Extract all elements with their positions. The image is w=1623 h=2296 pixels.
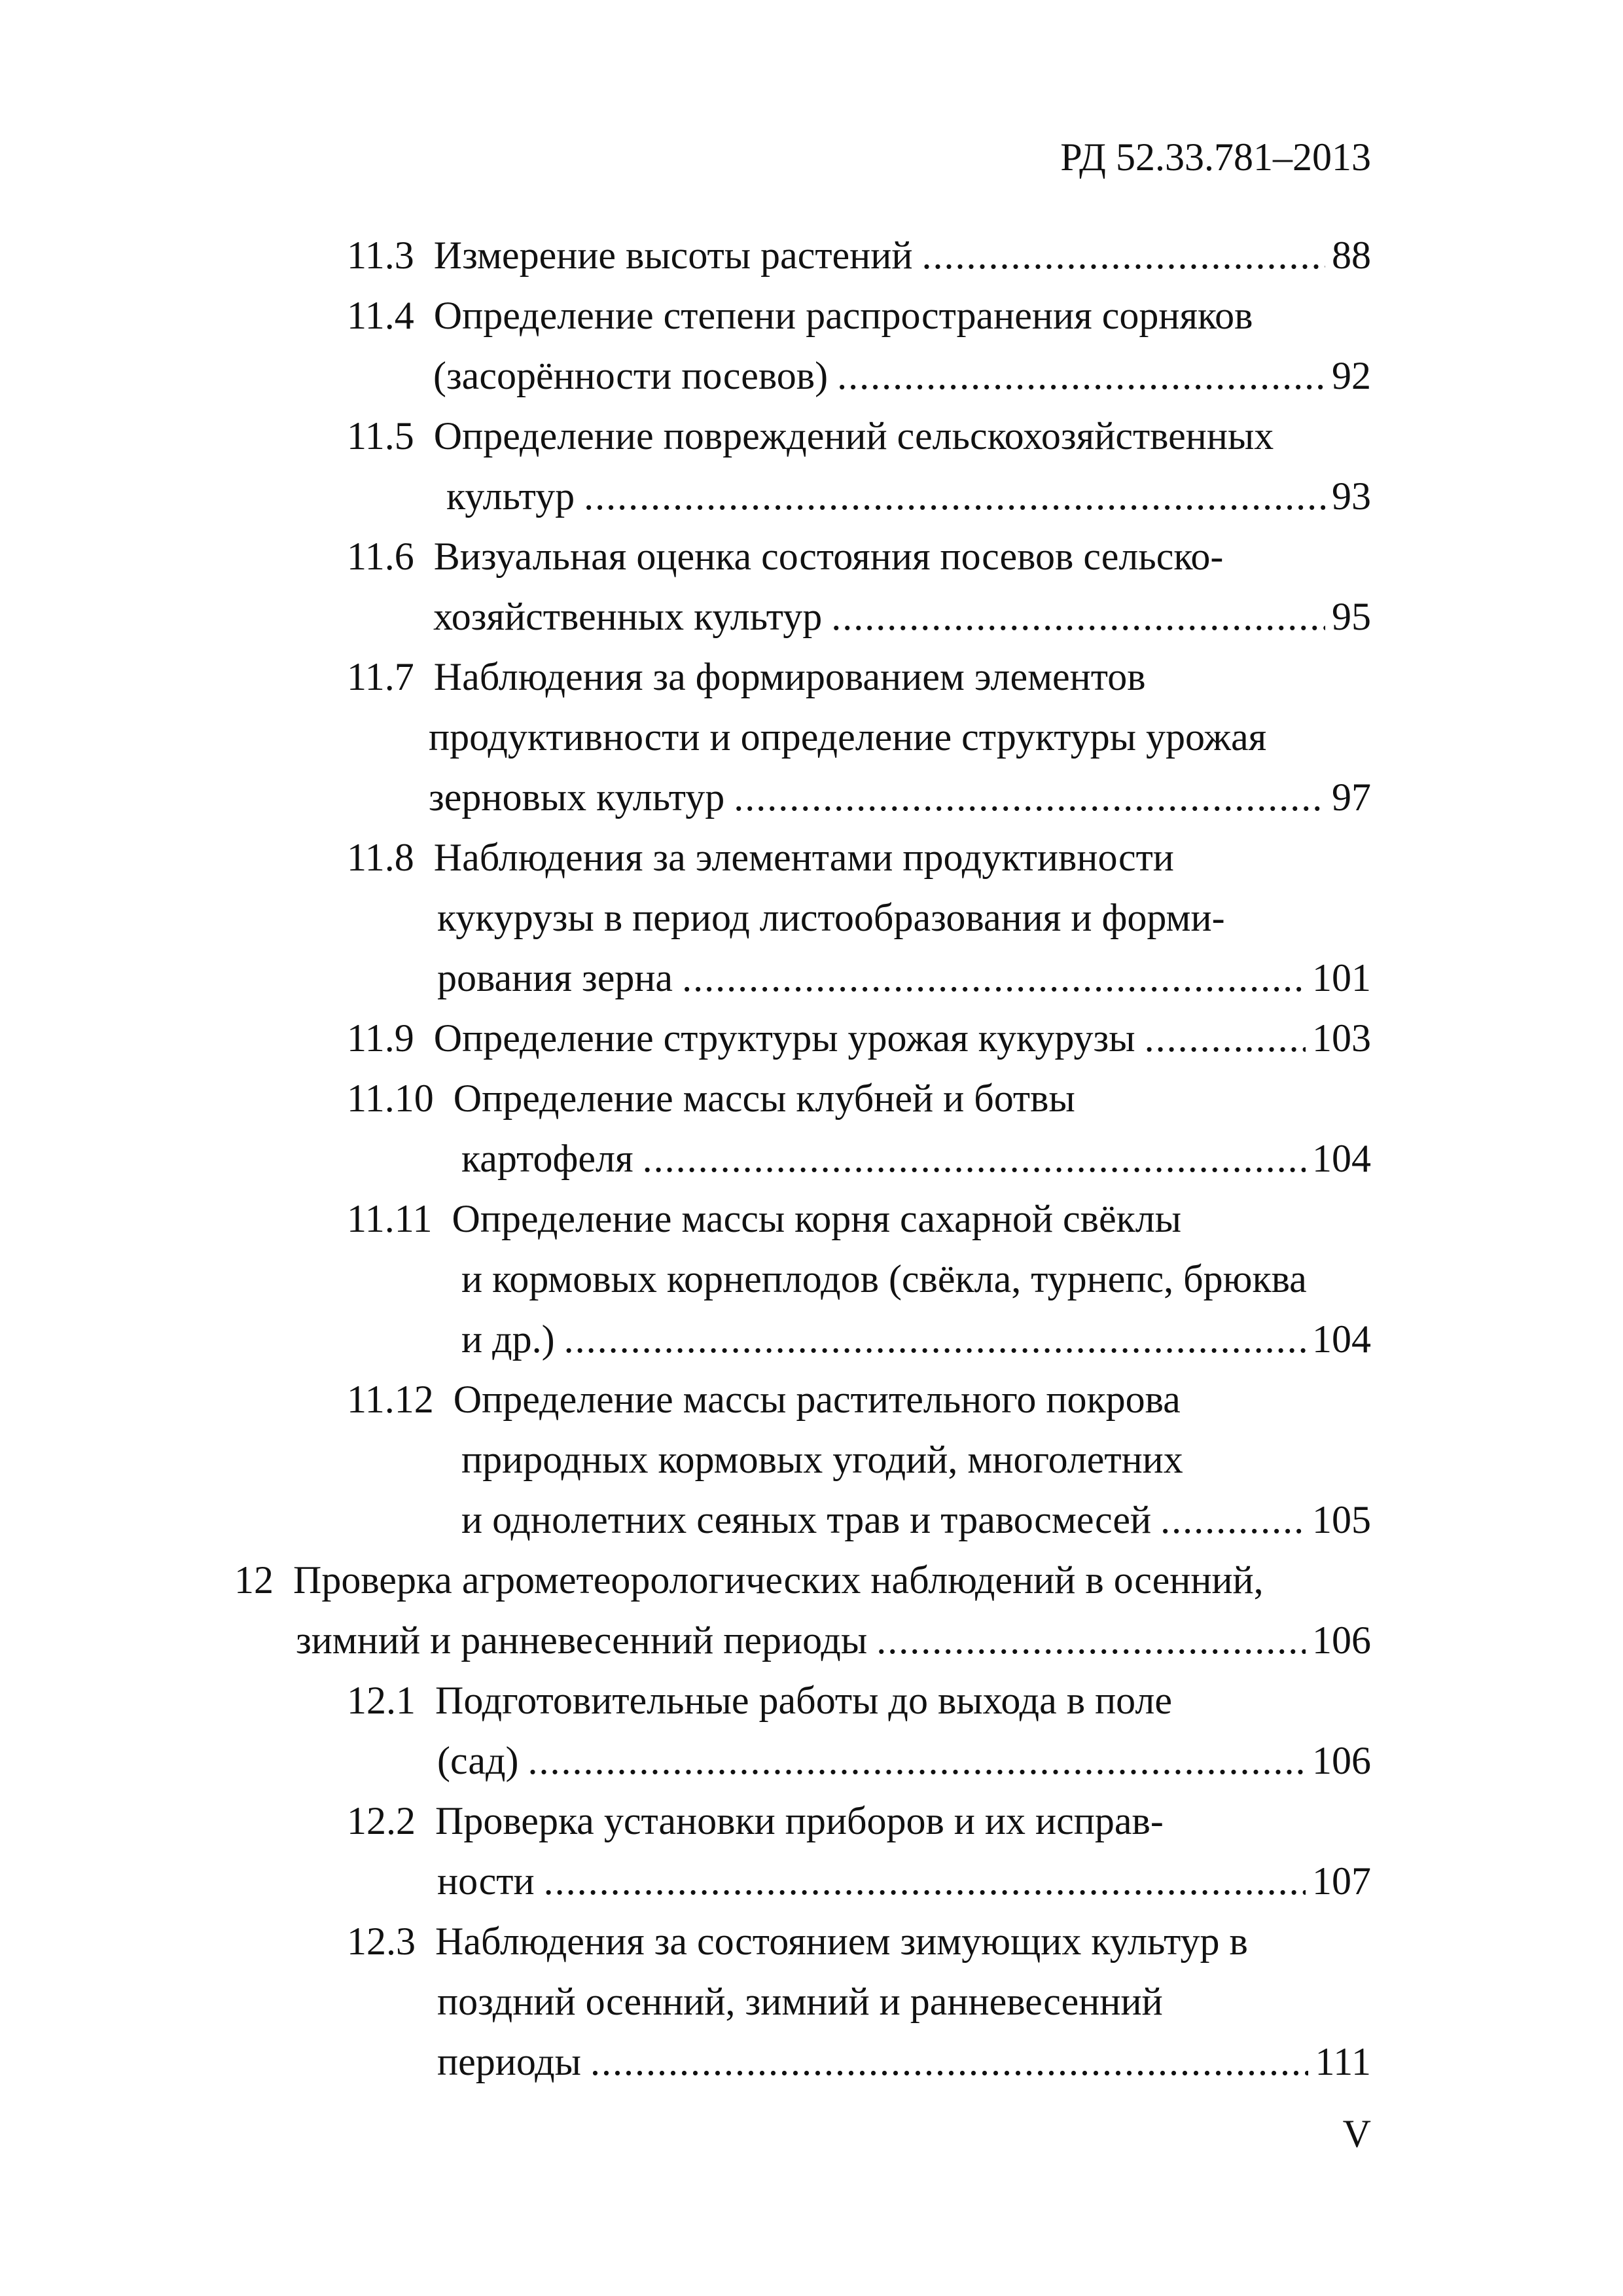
- toc-entry-11-12[interactable]: [347, 1373, 1181, 1426]
- dot-leader: [527, 1734, 1306, 1787]
- toc-entry-number: 11.9: [347, 1016, 414, 1060]
- toc-entry-12-3-line-2: [437, 1975, 1163, 2028]
- toc-entry-number: 11.10: [347, 1077, 434, 1120]
- dot-leader: [1160, 1494, 1306, 1546]
- toc-entry-11-5[interactable]: [347, 410, 1274, 462]
- toc-page-number: 107: [1312, 1859, 1371, 1903]
- toc-entry-number: 12: [234, 1558, 274, 1602]
- toc-page-number: 111: [1315, 2040, 1371, 2083]
- toc-entry-title: зимний и ранневесенний периоды: [296, 1619, 868, 1662]
- toc-entry-number: 11.5: [347, 414, 414, 457]
- toc-entry-title: поздний осенний, зимний и ранневесенний: [437, 1980, 1163, 2023]
- toc-entry-title: зерновых культур: [429, 776, 725, 819]
- dot-leader: [1145, 1012, 1306, 1064]
- dot-leader: [564, 1313, 1306, 1365]
- toc-entry-11-8-continuation[interactable]: [437, 952, 1371, 1004]
- toc-entry-11-6[interactable]: [347, 530, 1223, 583]
- dot-leader: [682, 952, 1306, 1004]
- toc-entry-11-8-line-2: [437, 891, 1225, 944]
- toc-entry-title: картофеля: [461, 1137, 633, 1180]
- toc-entry-12-3-continuation[interactable]: [437, 2036, 1371, 2088]
- toc-entry-title: Определение степени распространения сорняков: [433, 294, 1253, 337]
- toc-page-number: 92: [1332, 354, 1371, 397]
- toc-entry-11-10[interactable]: [347, 1072, 1075, 1124]
- dot-leader: [876, 1614, 1306, 1666]
- toc-entry-12-2-continuation[interactable]: [437, 1855, 1371, 1907]
- toc-page-number: 105: [1312, 1498, 1371, 1541]
- toc-entry-11-10-continuation[interactable]: [461, 1132, 1371, 1185]
- dot-leader: [643, 1132, 1306, 1185]
- toc-entry-11-11[interactable]: [347, 1193, 1181, 1245]
- toc-entry-title: и однолетних сеяных трав и травосмесей: [461, 1498, 1152, 1541]
- toc-entry-12-3[interactable]: [347, 1915, 1248, 1967]
- dot-leader: [734, 771, 1325, 823]
- toc-entry-title: культур: [446, 475, 575, 518]
- toc-page-number: 88: [1332, 234, 1371, 277]
- toc-entry-title: и кормовых корнеплодов (свёкла, турнепс, брюква: [461, 1257, 1307, 1300]
- toc-entry-title: и др.): [461, 1318, 555, 1361]
- toc-page-number: 106: [1312, 1619, 1371, 1662]
- toc-entry-number: 12.1: [347, 1679, 416, 1722]
- toc-page-number: 97: [1332, 776, 1371, 819]
- toc-entry-12-continuation[interactable]: [296, 1614, 1371, 1666]
- document-code-header: РД 52.33.781–2013: [1060, 135, 1371, 179]
- toc-page-number: 103: [1312, 1016, 1371, 1060]
- toc-entry-11-7-continuation[interactable]: [429, 771, 1371, 823]
- toc-entry-11-6-continuation[interactable]: [433, 590, 1371, 643]
- toc-page-number: 101: [1312, 956, 1371, 999]
- toc-entry-number: 11.12: [347, 1378, 434, 1421]
- toc-entry-title: Определение массы корня сахарной свёклы: [452, 1197, 1182, 1240]
- dot-leader: [831, 590, 1325, 643]
- toc-entry-title: Наблюдения за состоянием зимующих культур в: [435, 1920, 1248, 1963]
- toc-entry-11-12-line-2: [461, 1433, 1183, 1486]
- toc-page-number: 93: [1332, 475, 1371, 518]
- toc-entry-11-11-continuation[interactable]: [461, 1313, 1371, 1365]
- toc-entry-title: периоды: [437, 2040, 581, 2083]
- toc-entry-11-7-line-2: [429, 711, 1266, 763]
- toc-entry-12[interactable]: [234, 1554, 1264, 1606]
- toc-page-number: 104: [1312, 1318, 1371, 1361]
- dot-leader: [544, 1855, 1306, 1907]
- toc-entry-title: Наблюдения за формированием элементов: [433, 655, 1146, 698]
- dot-leader: [590, 2036, 1308, 2088]
- toc-entry-12-1[interactable]: [347, 1674, 1172, 1727]
- toc-entry-title: ности: [437, 1859, 535, 1903]
- toc-entry-title: Определение массы клубней и ботвы: [453, 1077, 1075, 1120]
- toc-entry-number: 11.8: [347, 836, 414, 879]
- toc-entry-title: Визуальная оценка состояния посевов сельско-: [433, 535, 1224, 578]
- toc-entry-title: кукурузы в период листообразования и форми-: [437, 896, 1225, 939]
- toc-entry-title: Определение повреждений сельскохозяйственных: [433, 414, 1274, 457]
- toc-entry-title: (засорённости посевов): [433, 354, 829, 397]
- toc-entry-11-7[interactable]: [347, 651, 1146, 703]
- toc-entry-11-12-continuation[interactable]: [461, 1494, 1371, 1546]
- toc-page-number: 95: [1332, 595, 1371, 638]
- toc-entry-title: Измерение высоты растений: [433, 234, 913, 277]
- toc-entry-11-3[interactable]: [347, 229, 1371, 281]
- toc-entry-title: продуктивности и определение структуры урожая: [429, 715, 1267, 759]
- toc-entry-12-2[interactable]: [347, 1795, 1164, 1847]
- toc-entry-11-4-continuation[interactable]: [433, 350, 1371, 402]
- toc-entry-number: 11.4: [347, 294, 414, 337]
- toc-entry-11-8[interactable]: [347, 831, 1174, 884]
- toc-entry-number: 11.7: [347, 655, 414, 698]
- dot-leader: [922, 229, 1326, 281]
- toc-entry-title: Наблюдения за элементами продуктивности: [433, 836, 1174, 879]
- toc-entry-title: Проверка установки приборов и их исправ-: [435, 1799, 1164, 1842]
- toc-entry-12-1-continuation[interactable]: [437, 1734, 1371, 1787]
- toc-entry-number: 11.3: [347, 234, 414, 277]
- toc-entry-title: хозяйственных культур: [433, 595, 823, 638]
- toc-entry-number: 11.6: [347, 535, 414, 578]
- toc-entry-number: 12.2: [347, 1799, 416, 1842]
- toc-entry-title: Определение структуры урожая кукурузы: [433, 1016, 1135, 1060]
- toc-entry-11-9[interactable]: [347, 1012, 1371, 1064]
- toc-page-number: 106: [1312, 1739, 1371, 1782]
- toc-page-number: 104: [1312, 1137, 1371, 1180]
- toc-entry-title: природных кормовых угодий, многолетних: [461, 1438, 1183, 1481]
- toc-entry-title: рования зерна: [437, 956, 673, 999]
- dot-leader: [837, 350, 1325, 402]
- toc-entry-number: 12.3: [347, 1920, 416, 1963]
- toc-entry-title: Определение массы растительного покрова: [453, 1378, 1181, 1421]
- dot-leader: [584, 470, 1325, 522]
- page-folio-number: V: [1342, 2112, 1371, 2155]
- toc-entry-11-5-continuation[interactable]: [446, 470, 1371, 522]
- toc-entry-title: Подготовительные работы до выхода в поле: [435, 1679, 1172, 1722]
- toc-entry-number: 11.11: [347, 1197, 433, 1240]
- toc-entry-title: Проверка агрометеорологических наблюдений в осенний,: [293, 1558, 1264, 1602]
- toc-entry-11-11-line-2: [461, 1253, 1307, 1305]
- toc-entry-11-4[interactable]: [347, 289, 1253, 342]
- toc-entry-title: (сад): [437, 1739, 519, 1782]
